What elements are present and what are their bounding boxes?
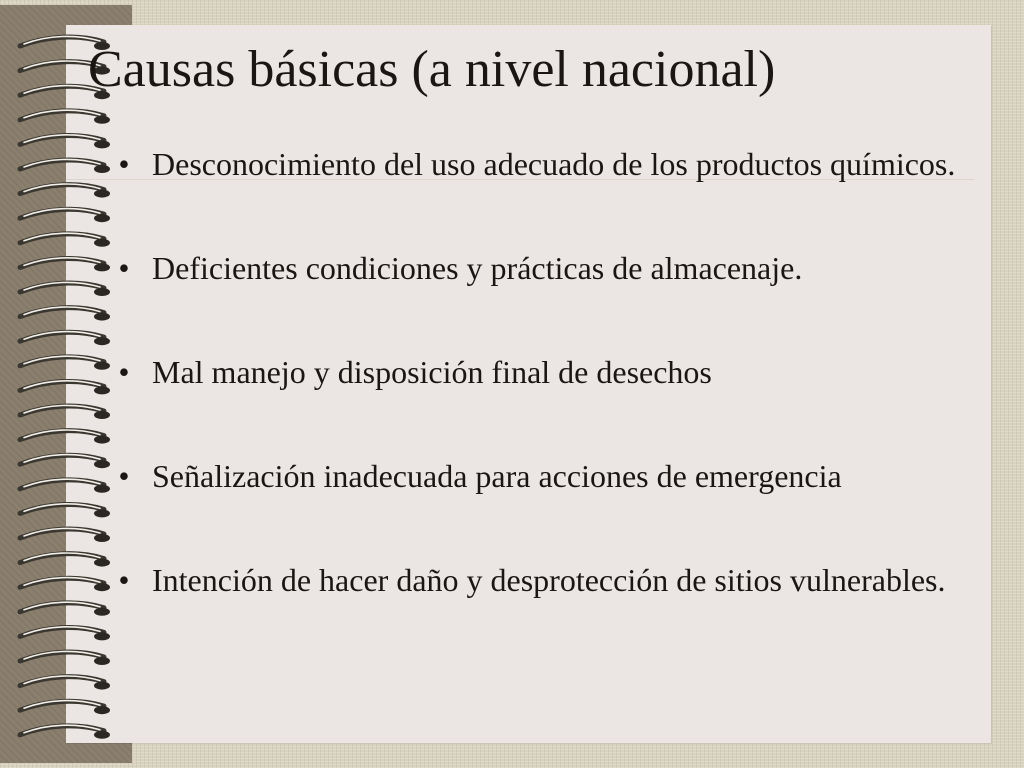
bullet-item xyxy=(110,247,970,290)
punch-hole xyxy=(94,165,110,173)
punch-hole xyxy=(94,460,110,468)
punch-hole xyxy=(94,386,110,394)
bullet-symbol: • xyxy=(118,146,130,182)
punch-hole xyxy=(94,559,110,567)
bullet-text: Desconocimiento del uso adecuado de los productos químicos. xyxy=(152,146,956,182)
bullet-symbol: • xyxy=(118,562,130,598)
bullet-symbol: • xyxy=(118,458,130,494)
bullet-symbol: • xyxy=(118,354,130,390)
punch-hole xyxy=(94,190,110,198)
punch-hole xyxy=(94,214,110,222)
punch-hole xyxy=(94,411,110,419)
punch-hole xyxy=(94,362,110,370)
bullet-list xyxy=(110,143,970,602)
punch-hole xyxy=(94,116,110,124)
bullet-item xyxy=(110,143,970,186)
punch-hole xyxy=(94,436,110,444)
bullet-text: Intención de hacer daño y desprotección de sitios vulnerables. xyxy=(152,562,946,598)
bullet-text: Señalización inadecuada para acciones de emergencia xyxy=(152,458,842,494)
punch-hole xyxy=(94,682,110,690)
punch-hole xyxy=(94,608,110,616)
bullet-text: Mal manejo y disposición final de desechos xyxy=(152,354,712,390)
punch-hole xyxy=(94,140,110,148)
punch-hole xyxy=(94,485,110,493)
spiral-binding-icon xyxy=(16,28,116,740)
bullet-item xyxy=(110,455,970,498)
punch-hole xyxy=(94,706,110,714)
punch-hole xyxy=(94,263,110,271)
bullet-item xyxy=(110,559,970,602)
slide-title: Causas básicas (a nivel nacional) xyxy=(88,41,776,98)
bullet-text: Deficientes condiciones y prácticas de almacenaje. xyxy=(152,250,803,286)
punch-hole xyxy=(94,534,110,542)
punch-hole xyxy=(94,583,110,591)
punch-hole xyxy=(94,632,110,640)
punch-hole xyxy=(94,313,110,321)
punch-hole xyxy=(94,731,110,739)
bullet-symbol: • xyxy=(118,250,130,286)
punch-hole xyxy=(94,657,110,665)
punch-hole xyxy=(94,337,110,345)
punch-hole xyxy=(94,509,110,517)
punch-hole xyxy=(94,288,110,296)
bullet-item xyxy=(110,351,970,394)
punch-hole xyxy=(94,239,110,247)
